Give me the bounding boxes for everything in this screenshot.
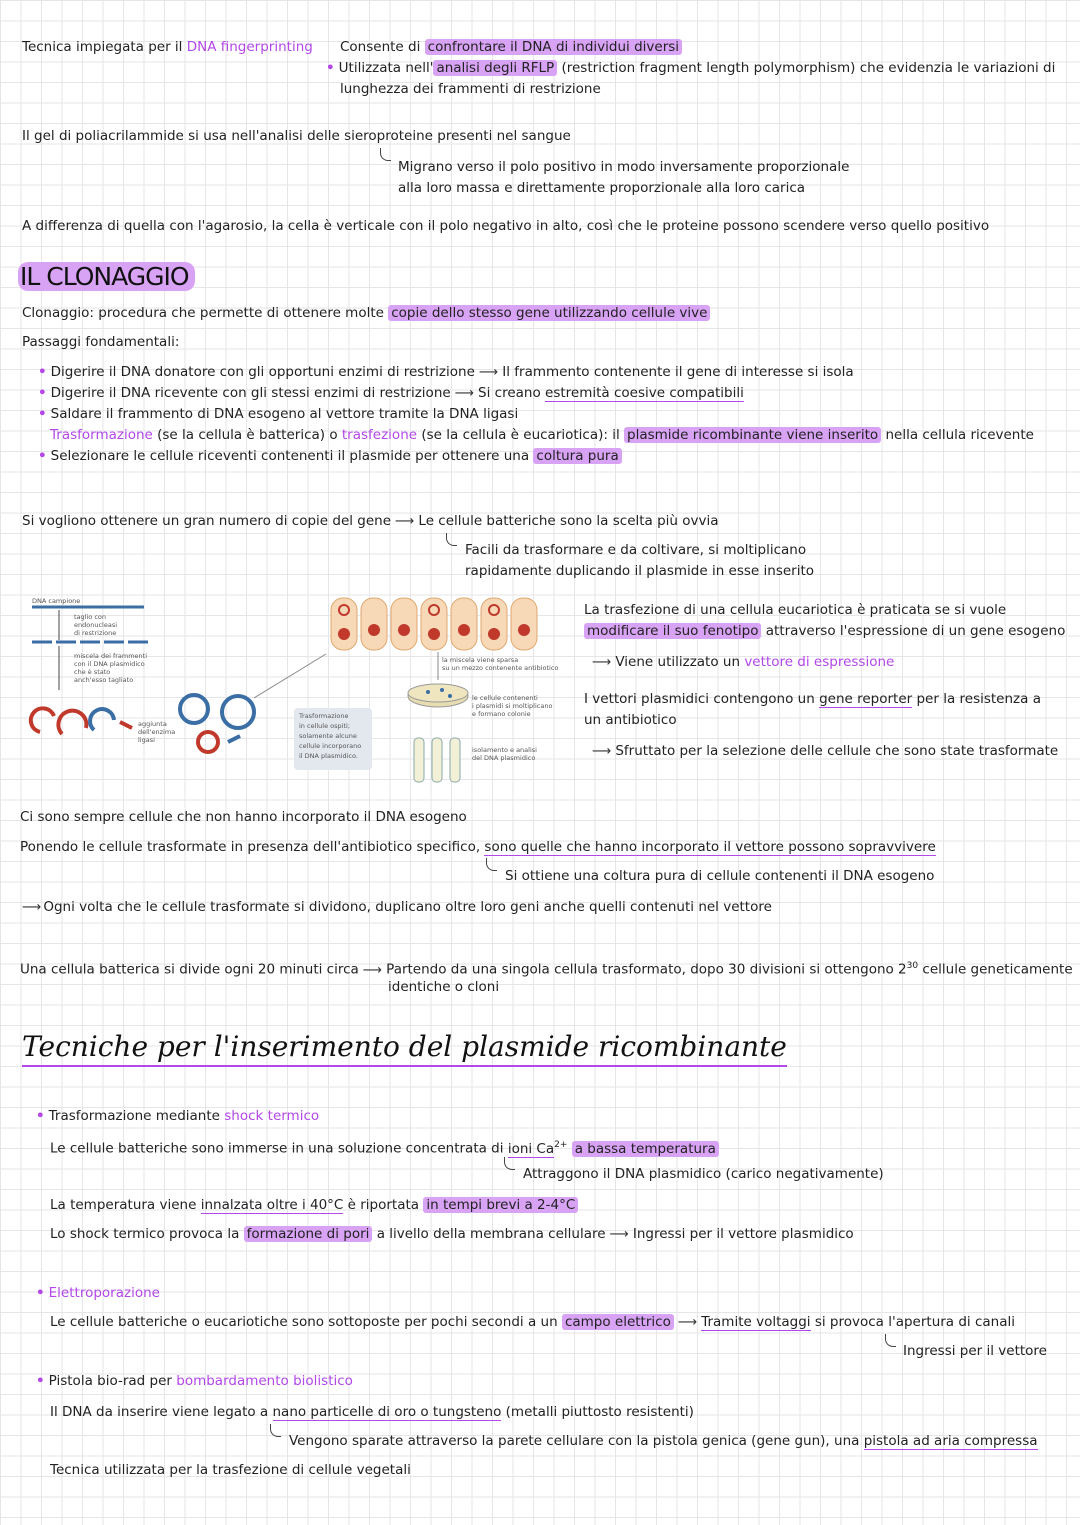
label-colonie: le cellule contenenti <box>472 694 538 702</box>
line-nano-particelle <box>50 1403 694 1421</box>
label-aggiunta: dell'enzima <box>138 728 176 736</box>
bacterial-cells <box>331 598 537 650</box>
bullet-icon: • <box>326 60 335 76</box>
step-3 <box>38 405 518 423</box>
bullet-icon: • <box>36 1285 45 1301</box>
text: Vengono sparate attraverso la parete cellulare con la pistola genica (gene gun), una <box>289 1433 860 1449</box>
text: Lo shock termico provoca la <box>50 1226 240 1242</box>
text: Selezionare le cellule riceventi contenenti il plasmide per ottenere una <box>50 448 530 464</box>
label-dna-campione: DNA campione <box>32 597 81 605</box>
line-pori <box>50 1225 854 1243</box>
test-tube-icon <box>414 738 424 782</box>
underline: innalzata oltre i 40°C <box>200 1197 344 1213</box>
text: per la resistenza a <box>916 691 1041 707</box>
label-aggiunta: aggiunta <box>138 720 167 728</box>
hook-arrow-icon <box>270 1424 281 1437</box>
line-ponendo <box>20 838 936 856</box>
underline: gene reporter <box>819 691 913 707</box>
label-taglio: taglio con <box>74 613 106 621</box>
label-trasformazione: cellule incorporano <box>299 742 362 750</box>
text: Le cellule batteriche o eucariotiche sono sottoposte per pochi secondi a un <box>50 1314 558 1330</box>
arrow-icon: ⟶ <box>592 743 612 759</box>
bullet-icon: • <box>36 1108 45 1124</box>
test-tube-icon <box>432 738 442 782</box>
line-20-minuti <box>20 957 1073 979</box>
hook-arrow-icon <box>885 1334 896 1347</box>
line-ingressi-vettore: Ingressi per il vettore <box>903 1343 1047 1359</box>
line-rapidamente: rapidamente duplicando il plasmide in esse inserito <box>465 563 815 579</box>
text: Digerire il DNA ricevente con gli stessi enzimi di restrizione <box>50 385 451 401</box>
text: Tecnica impiegata per il <box>22 39 183 55</box>
test-tube-icon <box>450 738 460 782</box>
chromosome-icon <box>458 624 470 636</box>
arrow-icon: ⟶ <box>22 899 42 915</box>
underline: nano particelle di oro o tungsteno <box>272 1404 502 1420</box>
text: Pistola bio-rad per <box>48 1373 172 1389</box>
bullet-icon: • <box>38 364 47 380</box>
fragment-icon <box>58 711 86 734</box>
line-fenotipo <box>584 622 1065 640</box>
fragment-icon <box>31 708 54 732</box>
label-miscela: anch'esso tagliato <box>74 676 134 684</box>
text: Clonaggio: procedura che permette di ottenere molte <box>22 305 384 321</box>
highlight: formazione di pori <box>244 1226 373 1242</box>
line-reporter <box>584 690 1041 708</box>
arrow-icon: ⟶ <box>395 513 415 529</box>
label-miscela: che è stato <box>74 668 111 676</box>
highlight: modificare il suo fenotipo <box>584 623 761 639</box>
text: Ingressi per il vettore plasmidico <box>632 1226 854 1242</box>
underline: pistola ad aria compressa <box>863 1433 1038 1449</box>
bullet-pistola <box>36 1372 353 1390</box>
plasmid-icon <box>222 696 254 728</box>
text: Sfruttato per la selezione delle cellule che sono state trasformate <box>615 743 1059 759</box>
line-coltura-pura: Si ottiene una coltura pura di cellule contenenti il DNA esogeno <box>505 868 935 884</box>
line-definizione <box>22 304 710 322</box>
label-taglio: endonucleasi <box>74 621 118 629</box>
text: Si creano <box>478 385 541 401</box>
text: è riportata <box>347 1197 420 1213</box>
label-miscela: miscela dei frammenti <box>74 652 148 660</box>
line-campo-elettrico <box>50 1313 1015 1331</box>
line-facili: Facili da trasformare e da coltivare, si moltiplicano <box>465 542 807 558</box>
line-passaggi: Passaggi fondamentali: <box>22 334 180 350</box>
arrow-line <box>254 654 326 698</box>
term-dna-fingerprinting: DNA fingerprinting <box>186 39 313 55</box>
step-1 <box>38 363 854 381</box>
bullet-elettroporazione <box>36 1284 160 1302</box>
line-antibiotico: un antibiotico <box>584 712 677 728</box>
label-miscela-sparsa: la miscela viene sparsa <box>442 656 519 664</box>
chromosome-icon <box>398 624 410 636</box>
highlight: plasmide ricombinante viene inserito <box>624 427 881 443</box>
arrow-icon: ⟶ <box>454 385 475 401</box>
label-miscela: con il DNA plasmidico <box>74 660 145 668</box>
term: bombardamento biolistico <box>176 1373 353 1389</box>
hook-arrow-icon <box>486 858 497 871</box>
text: nella cellula ricevente <box>885 427 1034 443</box>
chromosome-icon <box>338 628 350 640</box>
chromosome-icon <box>428 628 440 640</box>
cloning-diagram <box>22 592 567 787</box>
text: (se la cellula è eucariotica): il <box>421 427 620 443</box>
underline: ioni Ca <box>507 1140 555 1157</box>
hook-arrow-icon <box>504 1157 515 1170</box>
label-trasformazione: solamente alcune <box>299 732 357 740</box>
line-massa-carica: alla loro massa e direttamente proporzionale alla loro carica <box>398 180 806 196</box>
text: Utilizzata nell' <box>338 60 434 76</box>
test-tubes <box>414 738 460 782</box>
text: Trasformazione mediante <box>48 1108 220 1124</box>
hook-arrow-icon <box>380 148 391 161</box>
highlight: copie dello stesso gene utilizzando cellule vive <box>388 305 710 321</box>
line-agarosio: A differenza di quella con l'agarosio, la cella è verticale con il polo negativo in alto, così che le proteine possono scendere verso quello positivo <box>22 218 990 234</box>
text: Digerire il DNA donatore con gli opportuni enzimi di restrizione <box>50 364 475 380</box>
hook-arrow-icon <box>446 533 457 546</box>
highlight: a bassa temperatura <box>572 1141 719 1157</box>
chromosome-icon <box>488 628 500 640</box>
line-fingerprinting <box>22 38 313 56</box>
arrow-icon: ⟶ <box>677 1314 698 1330</box>
term: Trasformazione <box>50 427 153 443</box>
step-4 <box>50 426 1034 444</box>
label-isolamento: del DNA plasmidico <box>472 754 536 762</box>
highlight: in tempi brevi a 2-4°C <box>423 1197 578 1213</box>
section-title-tecniche: Tecniche per l'inserimento del plasmide ricombinante <box>22 1030 787 1067</box>
arrow-icon: ⟶ <box>478 364 499 380</box>
line-migrano: Migrano verso il polo positivo in modo inversamente proporzionale <box>398 159 850 175</box>
label-trasformazione: il DNA plasmidico. <box>299 752 358 760</box>
plasmid-icon <box>180 695 208 723</box>
chromosome-icon <box>518 624 530 636</box>
text: La temperatura viene <box>50 1197 197 1213</box>
text: Ogni volta che le cellule trasformate si dividono, duplicano oltre loro geni anche quelli contenuti nel vettore <box>43 899 772 915</box>
line-poliacrilammide: Il gel di poliacrilammide si usa nell'analisi delle sieroproteine presenti nel sangue <box>22 128 571 144</box>
arrow-icon: ⟶ <box>592 654 612 670</box>
bullet-icon: • <box>36 1373 45 1389</box>
colony-icon <box>426 690 430 694</box>
text: (metalli piuttosto resistenti) <box>505 1404 694 1420</box>
colony-icon <box>440 688 444 692</box>
plasmid-recombinant-icon <box>198 732 218 752</box>
text: I vettori plasmidici contengono un <box>584 691 815 707</box>
superscript: 30 <box>906 961 919 971</box>
label-colonie: i plasmidi si moltiplicano <box>472 702 553 710</box>
colony-icon <box>448 694 452 698</box>
line-cellule-non: Ci sono sempre cellule che non hanno incorporato il DNA esogeno <box>20 809 467 825</box>
plasmid-open-icon <box>90 709 114 730</box>
term: trasfezione <box>341 427 418 443</box>
text: Ponendo le cellule trasformate in presenza dell'antibiotico specifico, <box>20 839 481 855</box>
text: attraverso l'espressione di un gene esogeno <box>765 623 1066 639</box>
line-ogni-volta <box>22 898 772 916</box>
text: Saldare il frammento di DNA esogeno al vettore tramite la DNA ligasi <box>50 406 519 422</box>
line-sparate <box>289 1432 1038 1450</box>
line-copie-gene <box>22 512 719 530</box>
petri-dish-lid <box>408 684 468 702</box>
underline: Tramite voltaggi <box>701 1314 811 1330</box>
term: shock termico <box>224 1108 320 1124</box>
label-aggiunta: ligasi <box>138 736 155 744</box>
line-sfruttato <box>588 742 1058 760</box>
line-confrontare <box>340 38 682 56</box>
line-vettore-espressione <box>588 653 894 671</box>
highlight: analisi degli RFLP <box>433 60 557 76</box>
label-miscela-sparsa: su un mezzo contenente antibiotico <box>442 664 559 672</box>
text: (se la cellula è batterica) o <box>157 427 338 443</box>
arrow-icon: ⟶ <box>609 1226 629 1242</box>
highlight: confrontare il DNA di individui diversi <box>425 39 682 55</box>
line-cloni: identiche o cloni <box>388 979 500 995</box>
line-attraggono: Attraggono il DNA plasmidico (carico negativamente) <box>523 1166 884 1182</box>
step-5 <box>38 447 622 465</box>
text: Partendo da una singola cellula trasformato, dopo 30 divisioni si ottengono 2 <box>386 961 907 978</box>
line-trasfezione: La trasfezione di una cellula eucariotica è praticata se si vuole <box>584 602 1007 618</box>
term: Elettroporazione <box>48 1285 160 1301</box>
text: Viene utilizzato un <box>615 654 741 670</box>
text: Il DNA da inserire viene legato a <box>50 1404 269 1420</box>
bullet-icon: • <box>38 448 47 464</box>
text: Consente di <box>340 39 421 55</box>
text: Si vogliono ottenere un gran numero di copie del gene <box>22 513 392 529</box>
fragment-icon <box>120 722 132 728</box>
label-colonie: e formano colonie <box>472 710 531 718</box>
highlight: campo elettrico <box>562 1314 674 1330</box>
label-isolamento: isolamento e analisi <box>472 746 537 754</box>
line-vegetali: Tecnica utilizzata per la trasfezione di cellule vegetali <box>50 1462 411 1478</box>
text: Le cellule batteriche sono la scelta più ovvia <box>418 513 719 529</box>
superscript: 2+ <box>554 1140 568 1150</box>
bullet-icon: • <box>38 406 47 422</box>
text: (restriction fragment length polymorphism) che evidenzia le variazioni di <box>561 60 1056 76</box>
bullet-icon: • <box>38 385 47 401</box>
arrow-icon: ⟶ <box>362 961 383 978</box>
title-text: IL CLONAGGIO <box>18 262 195 291</box>
text: Una cellula batterica si divide ogni 20 minuti circa <box>20 961 359 978</box>
term: vettore di espressione <box>744 654 895 670</box>
fragment-icon <box>228 736 240 742</box>
chromosome-icon <box>368 624 380 636</box>
label-trasformazione: Trasformazione <box>299 712 349 720</box>
text: Le cellule batteriche sono immerse in una soluzione concentrata di <box>50 1140 504 1157</box>
line-ioni-ca <box>50 1136 719 1158</box>
text: si provoca l'apertura di canali <box>814 1314 1015 1330</box>
label-trasformazione: in cellule ospiti; <box>299 722 351 730</box>
underline: estremità coesive compatibili <box>545 385 744 401</box>
line-temperatura <box>50 1196 578 1214</box>
line-lunghezza: lunghezza dei frammenti di restrizione <box>340 81 601 97</box>
label-taglio: di restrizione <box>74 629 117 637</box>
bullet-shock-termico <box>36 1107 319 1125</box>
line-rflp <box>326 59 1055 77</box>
text: a livello della membrana cellulare <box>376 1226 606 1242</box>
underline: sono quelle che hanno incorporato il vettore possono sopravvivere <box>484 839 936 855</box>
step-2 <box>38 384 744 402</box>
text: Il frammento contenente il gene di interesse si isola <box>502 364 854 380</box>
highlight: coltura pura <box>533 448 621 464</box>
section-title-clonaggio <box>18 262 195 291</box>
text: cellule geneticamente <box>922 961 1073 978</box>
